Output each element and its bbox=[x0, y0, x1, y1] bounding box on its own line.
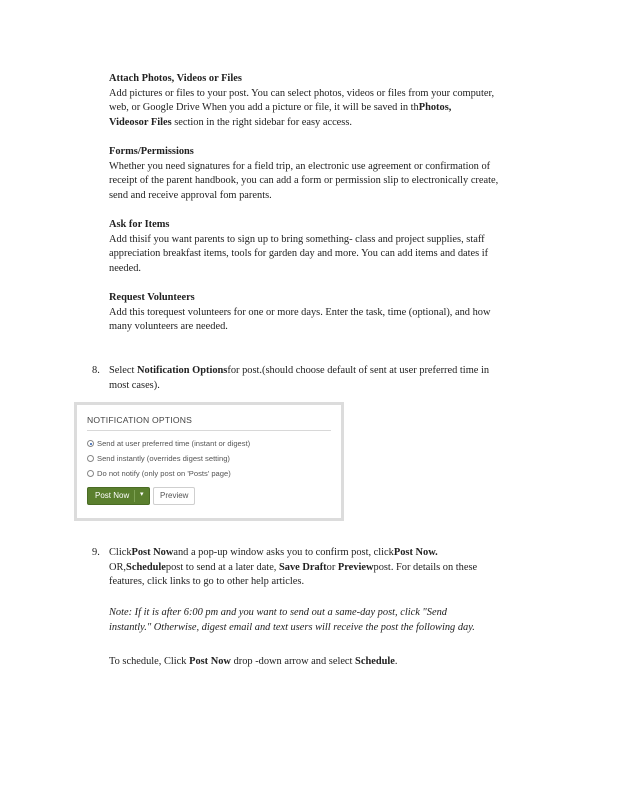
panel-title: NOTIFICATION OPTIONS bbox=[87, 415, 193, 425]
volunteers-heading: Request Volunteers bbox=[109, 292, 195, 303]
attach-line-2: web, or Google Drive When you add a picture or file, it will be saved in thPhotos, bbox=[109, 102, 452, 114]
note-line-1: Note: If it is after 6:00 pm and you want to send out a same-day post, click "Send bbox=[109, 607, 447, 618]
items-line-1: Add thisif you want parents to sign up to bring something- class and project supplies, staff bbox=[109, 233, 485, 245]
volunteers-line-1: Add this torequest volunteers for one or more days. Enter the task, time (optional), and how bbox=[109, 306, 491, 318]
step-8-text bbox=[109, 364, 549, 393]
forms-line-1: Whether you need signatures for a field trip, an electronic use agreement or confirmation of bbox=[109, 160, 491, 172]
step-9-line-2: OR,Schedulepost to send at a later date, Save Draftor Previewpost. For details on these bbox=[109, 561, 478, 573]
forms-line-3: send and receive approval fom parents. bbox=[109, 189, 272, 201]
preview-label: Preview bbox=[160, 491, 189, 500]
step-9-line-1: ClickPost Nowand a pop-up window asks you to confirm post, clickPost Now. bbox=[109, 547, 438, 558]
volunteers-section bbox=[109, 291, 549, 335]
preview-button[interactable] bbox=[153, 487, 195, 505]
radio-icon[interactable] bbox=[87, 455, 94, 462]
post-now-label: Post Now bbox=[95, 491, 130, 500]
option-send-instantly[interactable]: Send instantly (overrides digest setting) bbox=[87, 454, 230, 463]
items-heading: Ask for Items bbox=[109, 219, 170, 230]
volunteers-line-2: many volunteers are needed. bbox=[109, 321, 228, 333]
forms-section bbox=[109, 145, 549, 203]
items-line-3: needed. bbox=[109, 262, 142, 274]
notification-options-panel bbox=[74, 402, 344, 521]
items-section bbox=[109, 218, 549, 276]
items-line-2: appreciation breakfast items, tools for garden day and more. You can add items and dates if bbox=[109, 248, 489, 260]
schedule-line: To schedule, Click Post Now drop -down arrow and select Schedule. bbox=[109, 656, 398, 667]
note bbox=[109, 606, 549, 635]
step-9-number: 9. bbox=[92, 547, 100, 558]
radio-icon[interactable] bbox=[87, 470, 94, 477]
attach-line-1: Add pictures or files to your post. You can select photos, videos or files from your computer, bbox=[109, 87, 495, 99]
schedule-instruction bbox=[109, 655, 549, 670]
step-9-line-3: features, click links to go to other help articles. bbox=[109, 576, 305, 588]
step-8-number: 8. bbox=[92, 365, 100, 376]
post-now-button[interactable] bbox=[87, 487, 150, 505]
chevron-down-icon[interactable]: ▾ bbox=[140, 491, 144, 498]
attach-line-3: Videosor Files section in the right sidebar for easy access. bbox=[109, 116, 352, 128]
option-do-not-notify[interactable]: Do not notify (only post on 'Posts' page) bbox=[87, 469, 231, 478]
radio-checked-icon[interactable] bbox=[87, 440, 94, 447]
panel-divider bbox=[87, 430, 331, 431]
step-9-text bbox=[109, 546, 549, 590]
note-line-2: instantly." Otherwise, digest email and text users will receive the post the following day. bbox=[109, 621, 475, 633]
option-preferred-time[interactable]: Send at user preferred time (instant or digest) bbox=[87, 439, 250, 448]
forms-heading: Forms/Permissions bbox=[109, 146, 194, 157]
step-8-line-2: most cases). bbox=[109, 379, 160, 391]
attach-heading: Attach Photos, Videos or Files bbox=[109, 73, 242, 84]
button-separator bbox=[134, 490, 135, 502]
forms-line-2: receipt of the parent handbook, you can add a form or permission slip to electronically create, bbox=[109, 175, 499, 187]
step-8-line-1: Select Notification Optionsfor post.(should choose default of sent at user preferred time in bbox=[109, 365, 490, 376]
attach-section bbox=[109, 72, 549, 130]
